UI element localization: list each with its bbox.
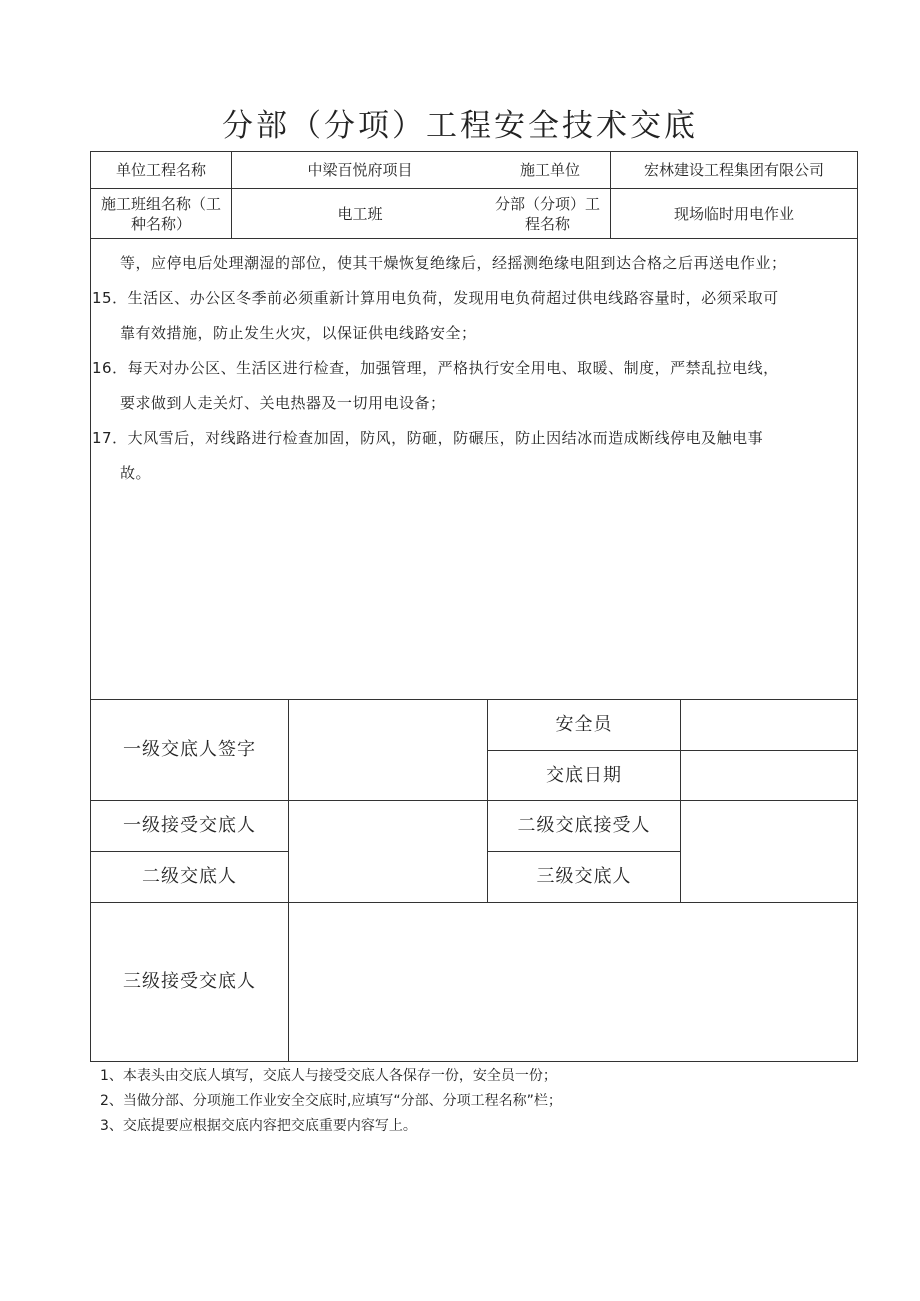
content-line: 17．大风雪后，对线路进行检查加固，防风，防砸，防碾压，防止因结冰而造成断线停电及触电事: [92, 429, 764, 447]
team-value: 电工班: [337, 204, 383, 223]
construction-unit-value: 宏林建设工程集团有限公司: [643, 161, 824, 179]
content-line: 15．生活区、办公区冬季前必须重新计算用电负荷，发现用电负荷超过供电线路容量时，必须采取可: [92, 289, 779, 307]
subproject-value: 现场临时用电作业: [673, 204, 794, 223]
level2-receiver-label: 二级交底接受人: [517, 815, 651, 836]
level2-receiver-field[interactable]: [681, 801, 857, 902]
header-bottom-line: [90, 238, 858, 239]
level1-discloser-signature-field[interactable]: [289, 700, 487, 800]
level3-discloser-label: 三级交底人: [536, 866, 632, 887]
disclosure-content: [92, 246, 852, 491]
level3-receiver-field[interactable]: [289, 903, 857, 1061]
content-line: 故。: [120, 464, 152, 482]
unit-project-label: 单位工程名称: [115, 161, 206, 179]
content-line: 要求做到人走关灯、关电热器及一切用电设备；: [120, 394, 446, 412]
team-label-line-2: 种名称）: [130, 214, 191, 233]
header-col-divider-1: [231, 151, 232, 239]
page-title: 分部（分项）工程安全技术交底: [222, 108, 698, 144]
unit-project-value: 中梁百悦府项目: [307, 161, 413, 179]
subproject-label: [485, 189, 610, 238]
safety-officer-label: 安全员: [555, 714, 613, 735]
footnotes: [100, 1064, 562, 1139]
level2-discloser-label: 二级交底人: [142, 866, 237, 887]
subproject-label-line-2: 程名称: [524, 214, 570, 233]
disclosure-date-field[interactable]: [681, 751, 857, 800]
table-border-bottom: [90, 1061, 858, 1062]
construction-unit-label: 施工单位: [519, 161, 580, 179]
team-label: [91, 189, 231, 238]
footnote: 1、本表头由交底人填写，交底人与接受交底人各保存一份，安全员一份；: [100, 1068, 557, 1084]
safety-officer-field[interactable]: [681, 700, 857, 750]
footnote: 2、当做分部、分项施工作业安全交底时,应填写“分部、分项工程名称”栏；: [100, 1093, 562, 1109]
team-label-line-1: 施工班组名称（工: [100, 194, 221, 213]
level3-receiver-label: 三级接受交底人: [123, 971, 256, 992]
level1-discloser-label: 一级交底人签字: [123, 739, 256, 760]
content-line: 16．每天对办公区、生活区进行检查，加强管理，严格执行安全用电、取暖、制度，严禁乱拉电线，: [92, 359, 779, 377]
content-line: 靠有效措施，防止发生火灾，以保证供电线路安全；: [120, 324, 477, 342]
level1-receiver-field[interactable]: [289, 801, 487, 902]
level1-receiver-label: 一级接受交底人: [123, 815, 256, 836]
content-line: 等，应停电后处理潮湿的部位，使其干燥恢复绝缘后，经摇测绝缘电阻到达合格之后再送电作业；: [120, 254, 787, 272]
footnote: 3、交底提要应根据交底内容把交底重要内容写上。: [100, 1118, 417, 1134]
table-border-right: [857, 151, 858, 1062]
subproject-label-line-1: 分部（分项）工: [494, 194, 600, 213]
disclosure-date-label: 交底日期: [546, 764, 622, 786]
